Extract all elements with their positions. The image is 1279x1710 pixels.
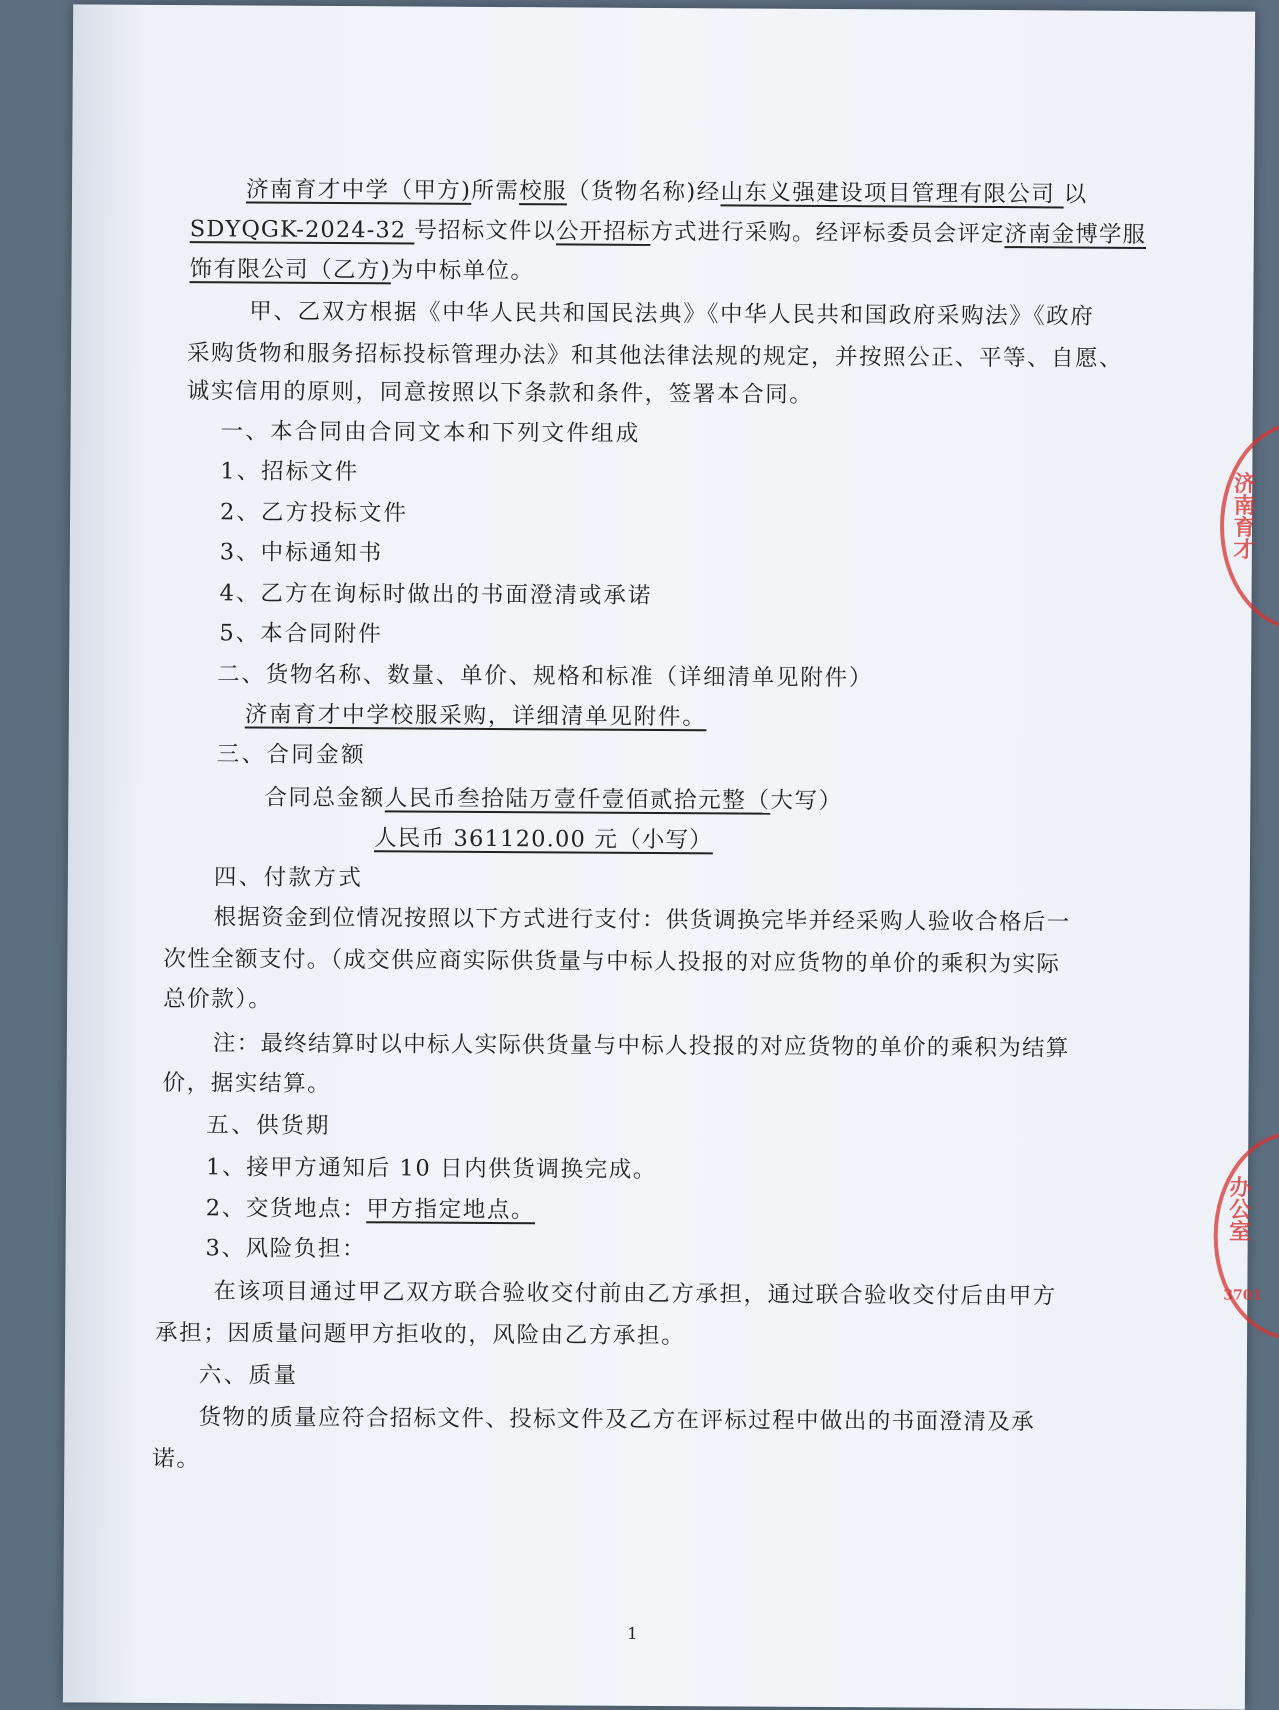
tender-number: SDYQGK-2024-32 — [189, 216, 415, 244]
procurement-method: 公开招标 — [556, 218, 651, 245]
party-b-part1: 济南金博学服 — [1004, 221, 1147, 248]
intro-line-2 — [190, 215, 1146, 249]
agency-name: 山东义强建设项目管理有限公司 — [720, 179, 1064, 208]
delivery-location-label: 2、交货地点： — [205, 1195, 367, 1223]
intro-line-3 — [189, 255, 534, 285]
section4-heading: 四、付款方式 — [213, 864, 364, 892]
intro-line-1 — [246, 175, 1088, 208]
amount-upper: 人民币叁拾陆万壹仟壹佰贰拾元整（ — [384, 785, 771, 814]
contract-total-lower: 人民币 361120.00 元（小写） — [374, 825, 713, 854]
section2-content: 济南育才中学校服采购，详细清单见附件。 — [244, 701, 707, 731]
payment-line-3: 总价款）。 — [163, 985, 273, 1013]
note-line-1: 注：最终结算时以中标人实际供货量与中标人投报的对应货物的单价的乘积为结算 — [212, 1030, 1070, 1062]
seal-top-text: 济南育才 — [1229, 471, 1257, 560]
delivery-item-3: 3、风险负担： — [205, 1235, 367, 1263]
basis-line-2: 采购货物和服务招标投标管理办法》和其他法律法规的规定，并按照公正、平等、自愿、 — [186, 340, 1124, 372]
goods-name: 校服 — [519, 178, 568, 205]
delivery-item-1: 1、接甲方通知后 10 日内供货调换完成。 — [206, 1154, 658, 1183]
text: 为中标单位。 — [390, 257, 535, 285]
seal-bottom-text: 办公室 — [1225, 1175, 1253, 1242]
section1-item-1: 1、招标文件 — [220, 458, 360, 486]
party-b-part2: 饰有限公司（乙方) — [189, 256, 392, 284]
payment-line-2: 次性全额支付。（成交供应商实际供货量与中标人投报的对应货物的单价的乘积为实际 — [163, 945, 1061, 978]
text: 以 — [1063, 181, 1088, 208]
text: （货物名称)经 — [566, 178, 721, 206]
contract-page — [63, 4, 1263, 1709]
quality-line-1: 货物的质量应符合招标文件、投标文件及乙方在评标过程中做出的书面澄清及承 — [198, 1404, 1036, 1436]
risk-line-1: 在该项目通过甲乙双方联合验收交付前由乙方承担，通过联合验收交付后由甲方 — [213, 1278, 1057, 1310]
contract-total-upper — [264, 784, 843, 816]
section2-heading: 二、货物名称、数量、单价、规格和标准（详细清单见附件） — [217, 661, 874, 692]
party-a: 济南育才中学（甲方) — [245, 176, 472, 204]
page-number: 1 — [627, 1623, 638, 1643]
text: 方式进行采购。经评标委员会评定 — [650, 218, 1005, 248]
section1-item-4: 4、乙方在询标时做出的书面澄清或承诺 — [219, 580, 653, 609]
delivery-item-2 — [206, 1194, 535, 1224]
section1-item-5: 5、本合同附件 — [219, 620, 383, 648]
risk-line-2: 承担；因质量问题甲方拒收的，风险由乙方承担。 — [155, 1319, 686, 1350]
total-prefix: 合同总金额 — [264, 784, 385, 812]
section1-heading: 一、本合同由合同文本和下列文件组成 — [220, 418, 641, 447]
seal-bottom-number: 3701 — [1223, 1287, 1263, 1304]
note-line-2: 价，据实结算。 — [162, 1069, 332, 1098]
quality-line-2: 诺。 — [152, 1445, 201, 1473]
section6-heading: 六、质量 — [198, 1362, 299, 1389]
section3-heading: 三、合同金额 — [216, 741, 367, 769]
section5-heading: 五、供货期 — [206, 1112, 331, 1140]
basis-line-1: 甲、乙双方根据《中华人民共和国民法典》《中华人民共和国政府采购法》《政府 — [249, 298, 1095, 330]
upper-suffix: 大写） — [770, 787, 843, 815]
official-seal-top — [1219, 421, 1279, 630]
section1-item-3: 3、中标通知书 — [219, 539, 384, 567]
text: 所需 — [471, 177, 520, 205]
text: 号招标文件以 — [414, 217, 557, 245]
delivery-location-value: 甲方指定地点。 — [366, 1196, 536, 1224]
section1-item-2: 2、乙方投标文件 — [220, 499, 409, 527]
official-seal-bottom — [1213, 1131, 1279, 1340]
basis-line-3: 诚实信用的原则，同意按照以下条款和条件，签署本合同。 — [186, 378, 814, 408]
payment-line-1: 根据资金到位情况按照以下方式进行支付：供货调换完毕并经采购人验收合格后一 — [213, 904, 1071, 936]
